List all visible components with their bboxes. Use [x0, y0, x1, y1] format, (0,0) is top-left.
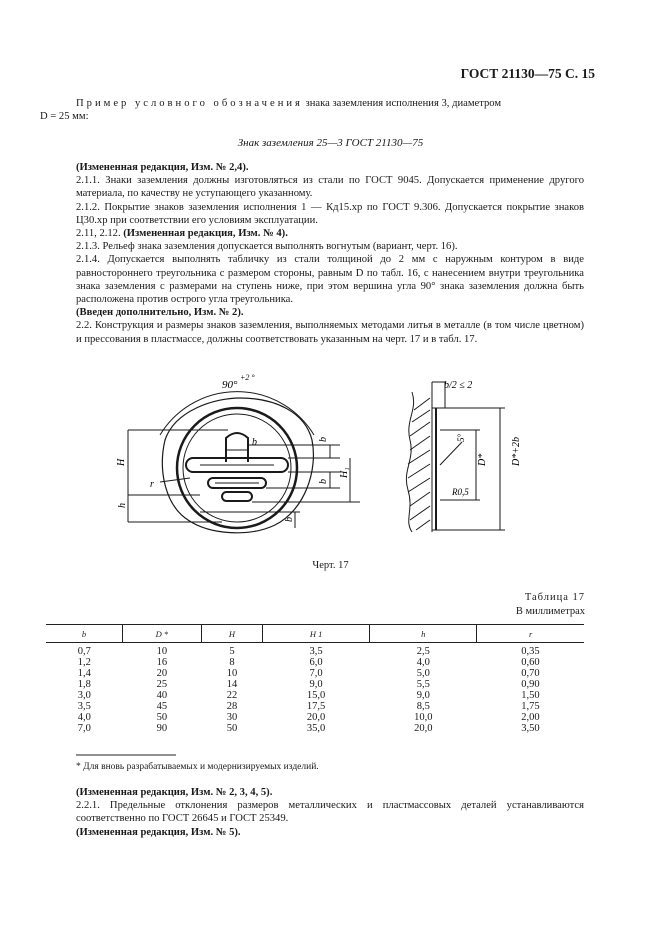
table-row: 4,0 50 30 20,0 10,0 2,00 — [77, 712, 540, 723]
label-h: h — [117, 503, 128, 508]
label-H1: H₁ — [339, 467, 350, 478]
paragraph-2-1-4: 2.1.4. Допускается выполнять табличку из стали толщиной до 2 мм с наружным контуром в виде равностороннего треугольника с размером стороны, равным D по табл. 16, с нанесением внутри треугольника знака заземления с размерами на ступень ниже, при этом вершина угла 90° знака заземления должна быть расположена против острого угла треугольника. — [76, 254, 584, 306]
example-line2: D = 25 мм: — [40, 111, 89, 123]
example-text: знака заземления исполнения 3, диаметром — [302, 98, 502, 109]
paragraph-2-1-1: 2.1.1. Знаки заземления должны изготовляться из стали по ГОСТ 9045. Допускается применение другого материала, по качеству не уступающего указанному. — [76, 175, 584, 200]
col-h: h — [370, 625, 477, 643]
main-text — [76, 161, 584, 346]
drawing-17 — [0, 370, 661, 550]
label-r: r — [150, 479, 154, 490]
table-row: 3,0 40 22 15,0 9,0 1,50 — [77, 690, 540, 701]
tail-text — [76, 786, 584, 839]
table-row: 1,4 20 10 7,0 5,0 0,70 — [77, 668, 540, 679]
label-R05: R0,5 — [452, 487, 469, 497]
table-name: Таблица 17 — [524, 592, 585, 603]
label-angle: 90° — [222, 379, 238, 391]
col-b: b — [46, 625, 123, 643]
figure-caption: Черт. 17 — [312, 560, 349, 571]
col-H: H — [201, 625, 262, 643]
label-angle-tol: +2 ° — [240, 373, 255, 382]
table-row: 3,5 45 28 17,5 8,5 1,75 — [77, 701, 540, 712]
label-b-center: b — [252, 437, 257, 448]
page-header: ГОСТ 21130—75 С. 15 — [460, 66, 595, 81]
paragraph-2-2: 2.2. Конструкция и размеры знаков заземления, выполняемых методами литья в металле (в том числе цветном) и прессования в пластмассе, должны соответствовать указанным на черт. 17 и в табл. 17. — [76, 320, 584, 345]
paragraph-amend-4: (Измененная редакция, Изм. № 4). — [123, 228, 288, 240]
table-17 — [46, 624, 584, 734]
footnote-rule — [76, 754, 176, 756]
paragraph-amend-5: (Измененная редакция, Изм. № 5). — [76, 826, 241, 838]
designation: Знак заземления 25—3 ГОСТ 21130—75 — [237, 137, 424, 149]
paragraph-2-11: 2.11, 2.12. — [76, 228, 124, 240]
footnote: * Для вновь разрабатываемых и модернизируемых изделий. — [76, 762, 319, 772]
paragraph-2-2-1: 2.2.1. Предельные отклонения размеров металлических и пластмассовых деталей устанавливаются соответственно по ГОСТ 26645 и ГОСТ 25349. — [76, 800, 584, 825]
label-H: H — [116, 458, 127, 466]
label-b-half: b/2 ≤ 2 — [444, 380, 473, 391]
paragraph-amend-2345: (Измененная редакция, Изм. № 2, 3, 4, 5). — [76, 787, 273, 798]
table-header-row — [46, 625, 584, 643]
paragraph-amend-1: (Измененная редакция, Изм. № 2,4). — [76, 162, 249, 173]
label-D2b: D*+2b — [511, 437, 522, 466]
col-r: r — [477, 625, 584, 643]
paragraph-2-1-2: 2.1.2. Покрытие знаков заземления исполнения 1 — Кд15.хр по ГОСТ 9.306. Допускается покрытие знаков Ц30.хр при соответствии его условиям эксплуатации. — [76, 201, 584, 226]
label-D: D* — [477, 453, 488, 466]
paragraph-2-1-3: 2.1.3. Рельеф знака заземления допускается выполнять вогнутым (вариант, черт. 16). — [76, 241, 458, 253]
label-5deg: 5° — [456, 433, 466, 442]
label-b-bottom: b — [284, 517, 295, 522]
table-row: 1,8 25 14 9,0 5,5 0,90 — [77, 679, 540, 690]
table-row: 0,7 10 5 3,5 2,5 0,35 — [77, 646, 540, 657]
col-D: D * — [123, 625, 202, 643]
example-label: Пример условного обозначения — [76, 98, 303, 109]
col-H1: H 1 — [263, 625, 370, 643]
table-row: 1,2 16 8 6,0 4,0 0,60 — [77, 657, 540, 668]
label-b-right: b — [318, 437, 329, 442]
label-b-right-2: b — [318, 479, 329, 484]
paragraph-added-2: (Введен дополнительно, Изм. № 2). — [76, 307, 244, 319]
table-row: 7,0 90 50 35,0 20,0 3,50 — [77, 723, 540, 734]
table-units: В миллиметрах — [515, 606, 585, 617]
example-block — [40, 97, 584, 123]
